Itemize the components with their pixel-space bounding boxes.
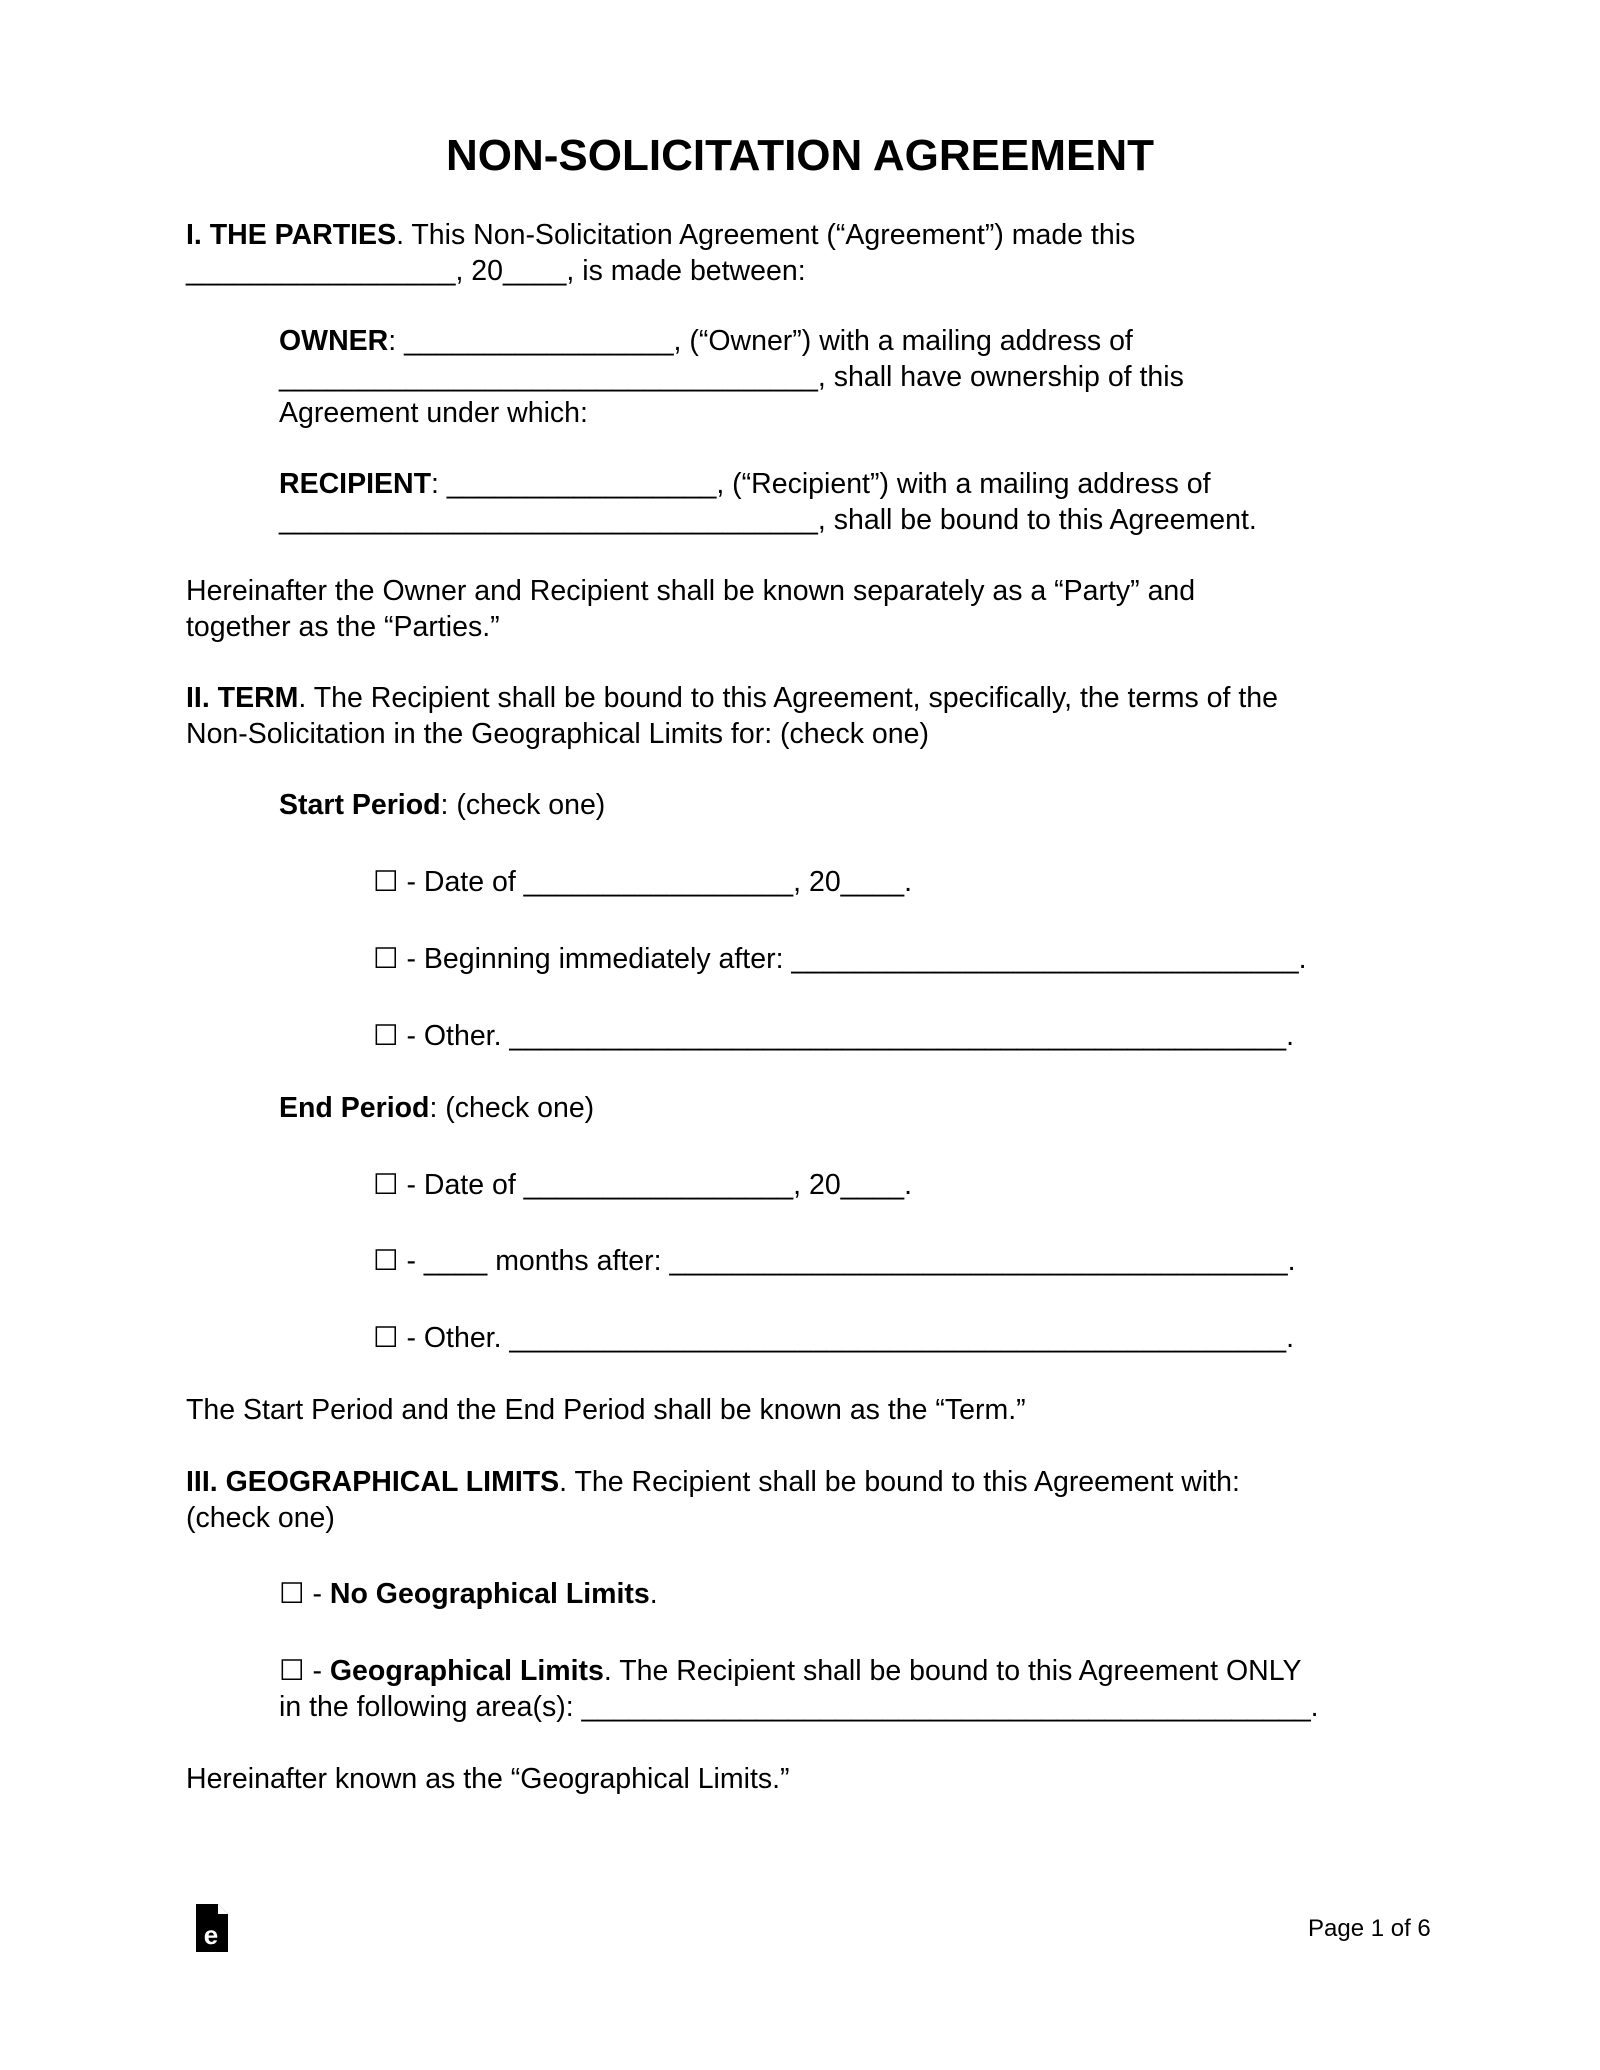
hereinafter-line-1: Hereinafter the Owner and Recipient shall be known separately as a “Party” and bbox=[186, 575, 1196, 607]
term-closing: The Start Period and the End Period shall be known as the “Term.” bbox=[186, 1394, 1026, 1426]
parties-heading: I. THE PARTIES bbox=[186, 219, 397, 251]
start-period-label: Start Period: (check one) bbox=[279, 789, 606, 821]
geo-option-none[interactable]: ☐ - No Geographical Limits. bbox=[279, 1578, 658, 1610]
page-title: NON-SOLICITATION AGREEMENT bbox=[445, 131, 1155, 180]
geo-paragraph-line-2: (check one) bbox=[186, 1502, 335, 1534]
svg-text:e: e bbox=[203, 1920, 219, 1950]
owner-line-3: Agreement under which: bbox=[279, 397, 588, 429]
end-option-date[interactable]: ☐ - Date of _________________, 20____. bbox=[373, 1169, 912, 1201]
end-option-months[interactable]: ☐ - ____ months after: _______________________________________. bbox=[373, 1245, 1296, 1277]
end-option-other[interactable]: ☐ - Other. _________________________________________________. bbox=[373, 1322, 1295, 1354]
recipient-line-2: __________________________________, shall be bound to this Agreement. bbox=[279, 504, 1257, 536]
parties-paragraph-line-2: _________________, 20____, is made between: bbox=[186, 255, 806, 287]
term-paragraph-line-1: II. TERM. The Recipient shall be bound to this Agreement, specifically, the terms of the bbox=[186, 682, 1278, 714]
eforms-logo-icon bbox=[194, 1902, 230, 1954]
owner-line-1: OWNER: _________________, (“Owner”) with a mailing address of bbox=[279, 325, 1133, 357]
end-period-label: End Period: (check one) bbox=[279, 1092, 595, 1124]
geo-heading: III. GEOGRAPHICAL LIMITS bbox=[186, 1466, 560, 1498]
owner-label: OWNER bbox=[279, 325, 389, 357]
recipient-line-1: RECIPIENT: _________________, (“Recipient”) with a mailing address of bbox=[279, 468, 1211, 500]
start-option-date[interactable]: ☐ - Date of _________________, 20____. bbox=[373, 866, 912, 898]
recipient-label: RECIPIENT bbox=[279, 468, 432, 500]
geo-closing: Hereinafter known as the “Geographical Limits.” bbox=[186, 1763, 790, 1795]
owner-line-2: __________________________________, shall have ownership of this bbox=[279, 361, 1184, 393]
geo-option-limits[interactable]: ☐ - Geographical Limits. The Recipient shall be bound to this Agreement ONLY bbox=[279, 1655, 1302, 1687]
parties-paragraph-line-1: I. THE PARTIES. This Non-Solicitation Agreement (“Agreement”) made this bbox=[186, 219, 1136, 251]
term-heading: II. TERM bbox=[186, 682, 299, 714]
page-number: Page 1 of 6 bbox=[1308, 1915, 1431, 1942]
start-option-beginning[interactable]: ☐ - Beginning immediately after: ________________________________. bbox=[373, 943, 1307, 975]
term-paragraph-line-2: Non-Solicitation in the Geographical Limits for: (check one) bbox=[186, 718, 929, 750]
start-option-other[interactable]: ☐ - Other. _________________________________________________. bbox=[373, 1020, 1295, 1052]
hereinafter-line-2: together as the “Parties.” bbox=[186, 611, 500, 643]
geo-option-limits-line-2: in the following area(s): ______________________________________________. bbox=[279, 1691, 1319, 1723]
geo-paragraph-line-1: III. GEOGRAPHICAL LIMITS. The Recipient shall be bound to this Agreement with: bbox=[186, 1466, 1240, 1498]
